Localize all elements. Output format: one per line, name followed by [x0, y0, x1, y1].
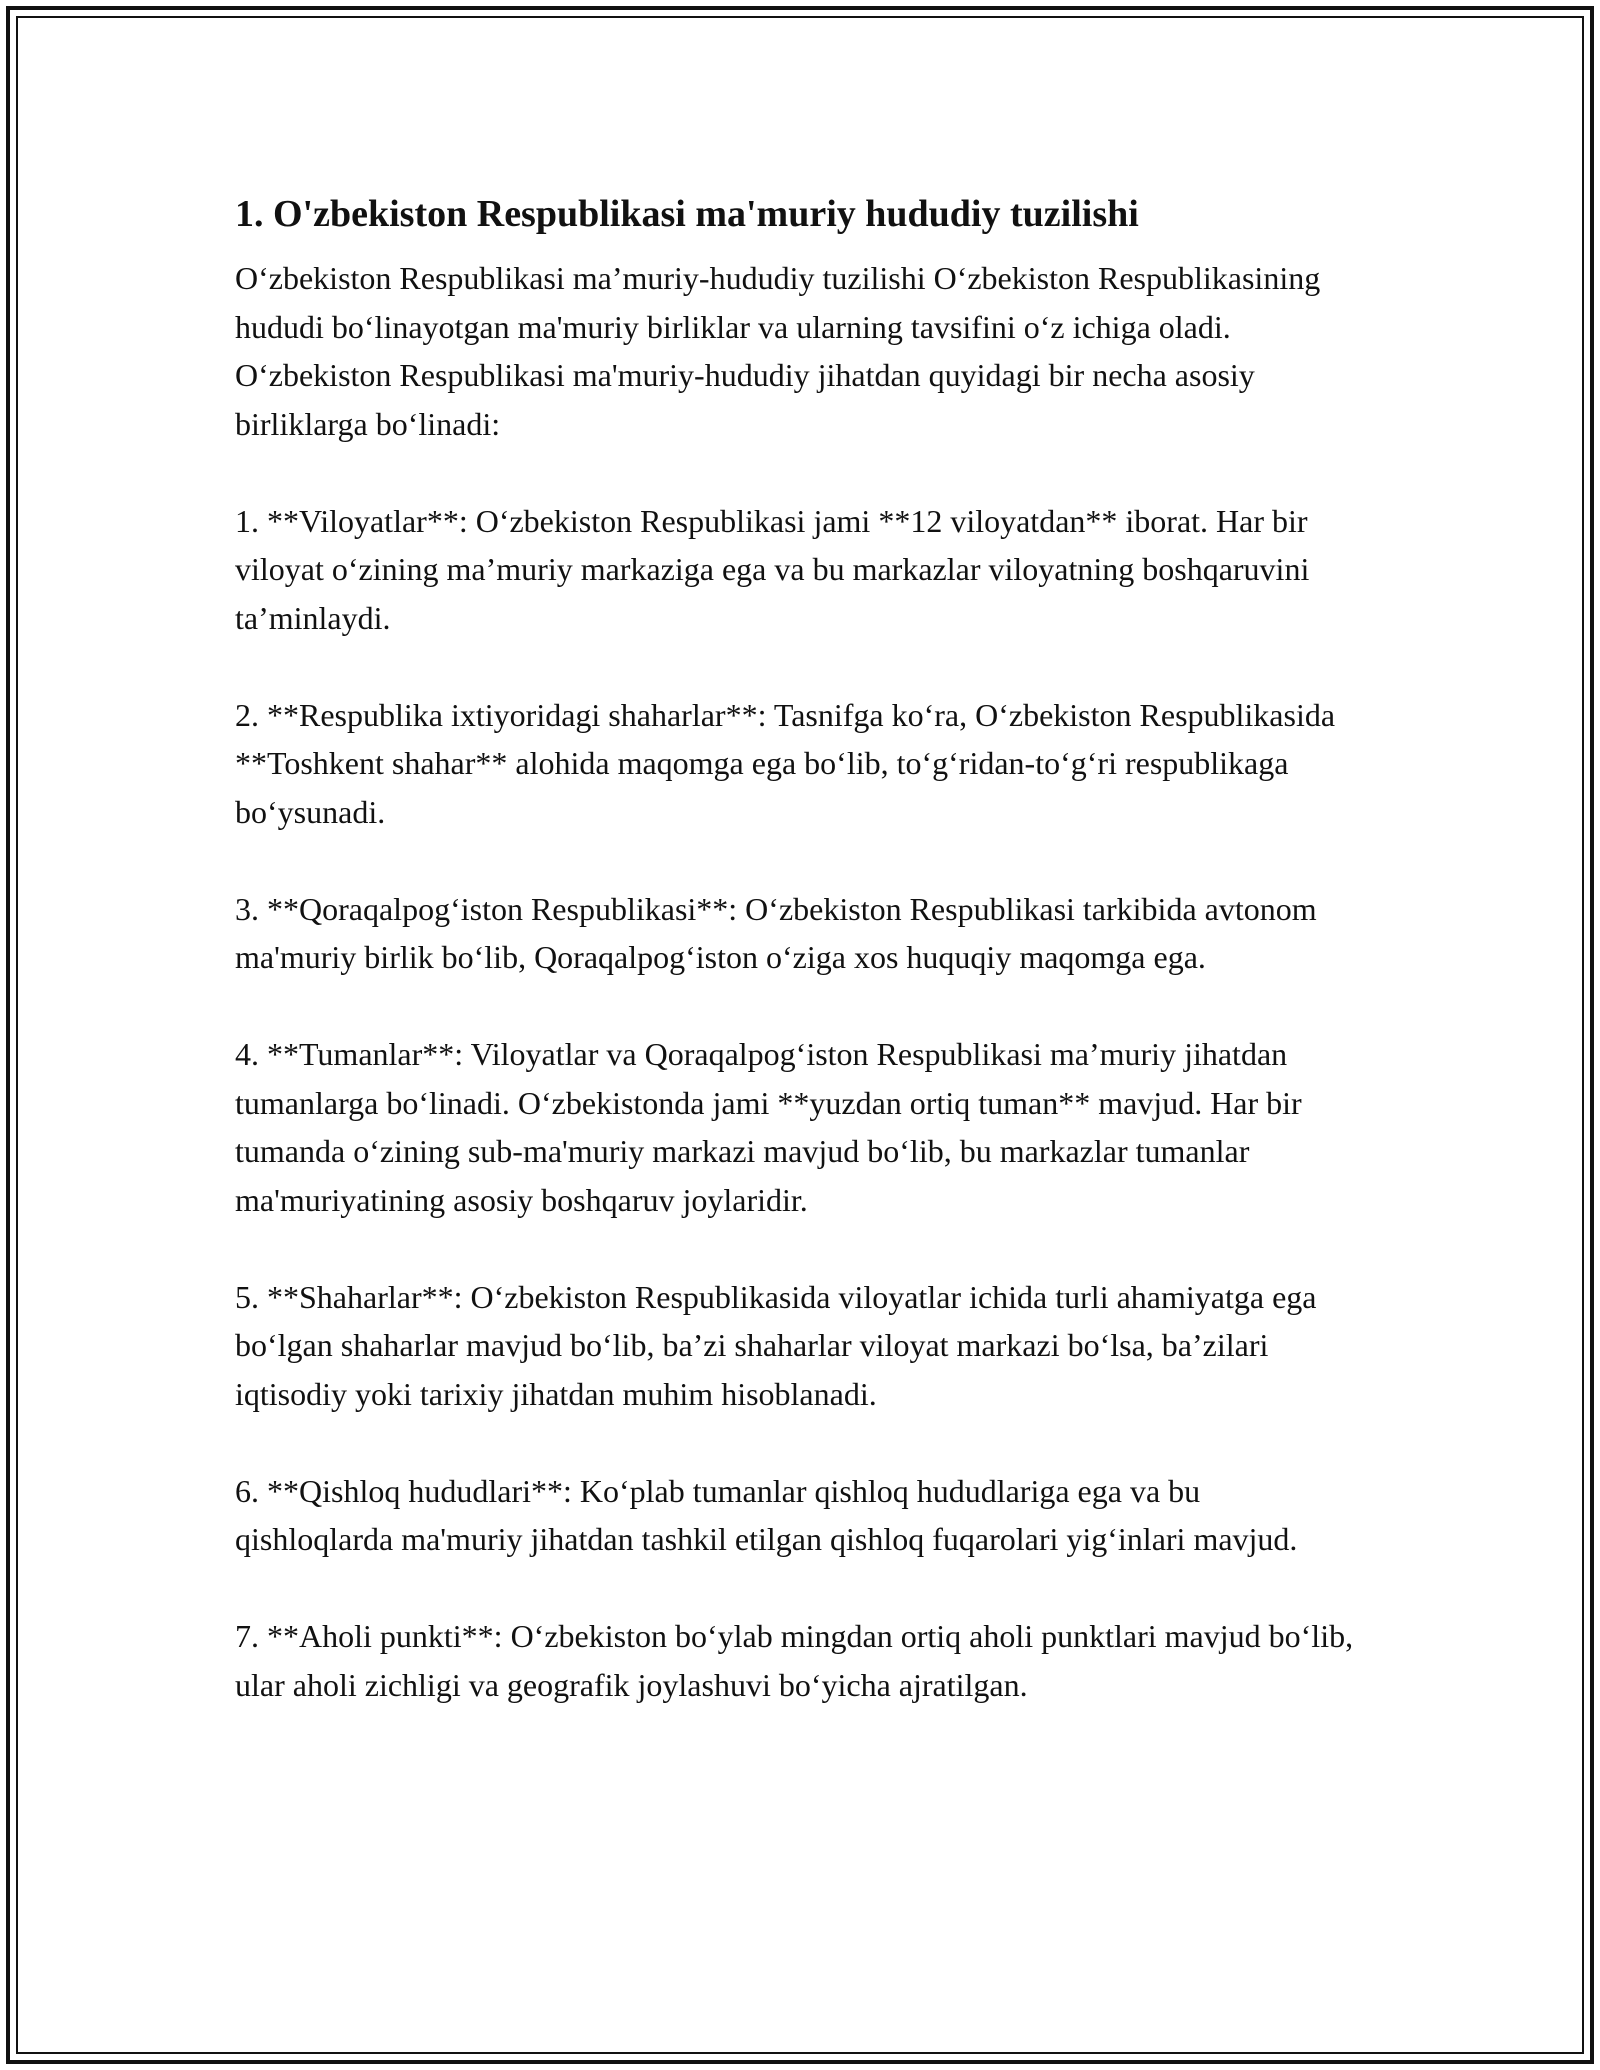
list-item-qishloq-hududlari: 6. **Qishloq hududlari**: Ko‘plab tumanlar qishloq hududlariga ega va bu qishloqlarda ma'muriy jihatdan tashkil etilgan qishloq fuqarolari yig‘inlari mavjud. [235, 1472, 1298, 1557]
document-title: 1. O'zbekiston Respublikasi ma'muriy hududiy tuzilishi [235, 193, 1139, 235]
document-body [235, 188, 1365, 1709]
list-item-viloyatlar: 1. **Viloyatlar**: O‘zbekiston Respublikasi jami **12 viloyatdan** iborat. Har bir viloyat o‘zining ma’muriy markaziga ega va bu markazlar viloyatning boshqaruvini ta’minlaydi. [235, 502, 1310, 636]
list-item-qoraqalpogiston: 3. **Qoraqalpog‘iston Respublikasi**: O‘zbekiston Respublikasi tarkibida avtonom ma'muriy birlik bo‘lib, Qoraqalpog‘iston o‘ziga xos huquqiy maqomga ega. [235, 890, 1317, 975]
list-item-respublika-shaharlar: 2. **Respublika ixtiyoridagi shaharlar**: Tasnifga ko‘ra, O‘zbekiston Respublikasida **Toshkent shahar** alohida maqomga ega bo‘lib, to‘g‘ridan-to‘g‘ri respublikaga bo‘ysunadi. [235, 696, 1336, 830]
intro-paragraph: O‘zbekiston Respublikasi ma’muriy-hududiy tuzilishi O‘zbekiston Respublikasining hududi bo‘linayotgan ma'muriy birliklar va ularning tavsifini o‘z ichiga oladi. O‘zbekiston Respublikasi ma'muriy-hududiy jihatdan quyidagi bir necha asosiy birliklarga bo‘linadi: [235, 260, 1321, 442]
list-item-shaharlar: 5. **Shaharlar**: O‘zbekiston Respublikasida viloyatlar ichida turli ahamiyatga ega bo‘lgan shaharlar mavjud bo‘lib, ba’zi shaharlar viloyat markazi bo‘lsa, ba’zilari iqtisodiy yoki tarixiy jihatdan muhim hisoblanadi. [235, 1278, 1317, 1412]
list-item-tumanlar: 4. **Tumanlar**: Viloyatlar va Qoraqalpog‘iston Respublikasi ma’muriy jihatdan tumanlarga bo‘linadi. O‘zbekistonda jami **yuzdan ortiq tuman** mavjud. Har bir tumanda o‘zining sub-ma'muriy markazi mavjud bo‘lib, bu markazlar tumanlar ma'muriyatining asosiy boshqaruv joylaridir. [235, 1036, 1302, 1218]
list-item-aholi-punkti: 7. **Aholi punkti**: O‘zbekiston bo‘ylab mingdan ortiq aholi punktlari mavjud bo‘lib, ular aholi zichligi va geografik joylashuvi bo‘yicha ajratilgan. [235, 1618, 1354, 1703]
